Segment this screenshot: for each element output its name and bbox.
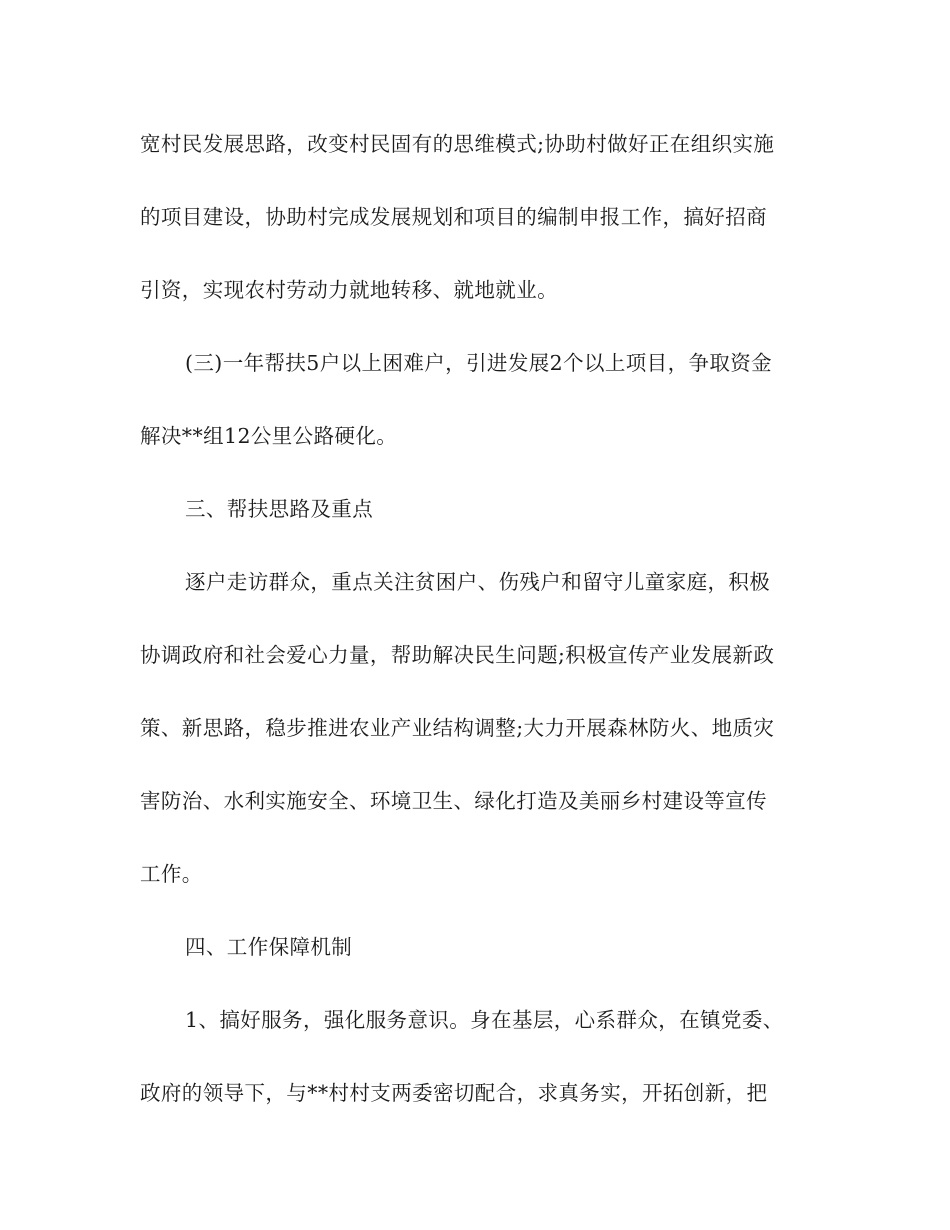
text-line-9: 策、新思路，稳步推进农业产业结构调整;大力开展森林防火、地质灾 [140, 716, 775, 740]
text-line-2: 的项目建设，协助村完成发展规划和项目的编制申报工作，搞好招商 [140, 205, 767, 229]
text-line-5: 解决**组12公里公路硬化。 [140, 424, 398, 448]
text-line-8: 协调政府和社会爱心力量，帮助解决民生问题;积极宣传产业发展新政 [140, 643, 775, 667]
text-line-10: 害防治、水利实施安全、环境卫生、绿化打造及美丽乡村建设等宣传 [140, 789, 767, 813]
text-line-14: 政府的领导下，与**村村支两委密切配合，求真务实，开拓创新，把 [140, 1081, 768, 1105]
text-line-4: (三)一年帮扶5户以上困难户，引进发展2个以上项目，争取资金 [185, 351, 773, 375]
text-line-11: 工作。 [140, 862, 203, 886]
text-line-3: 引资，实现农村劳动力就地转移、就地就业。 [140, 278, 558, 302]
text-line-1: 宽村民发展思路，改变村民固有的思维模式;协助村做好正在组织实施 [140, 132, 775, 156]
section-heading-4: 四、工作保障机制 [185, 935, 353, 959]
text-line-13: 1、搞好服务，强化服务意识。身在基层，心系群众，在镇党委、 [185, 1008, 784, 1032]
section-heading-3: 三、帮扶思路及重点 [185, 497, 374, 521]
text-line-7: 逐户走访群众，重点关注贫困户、伤残户和留守儿童家庭，积极 [185, 570, 771, 594]
